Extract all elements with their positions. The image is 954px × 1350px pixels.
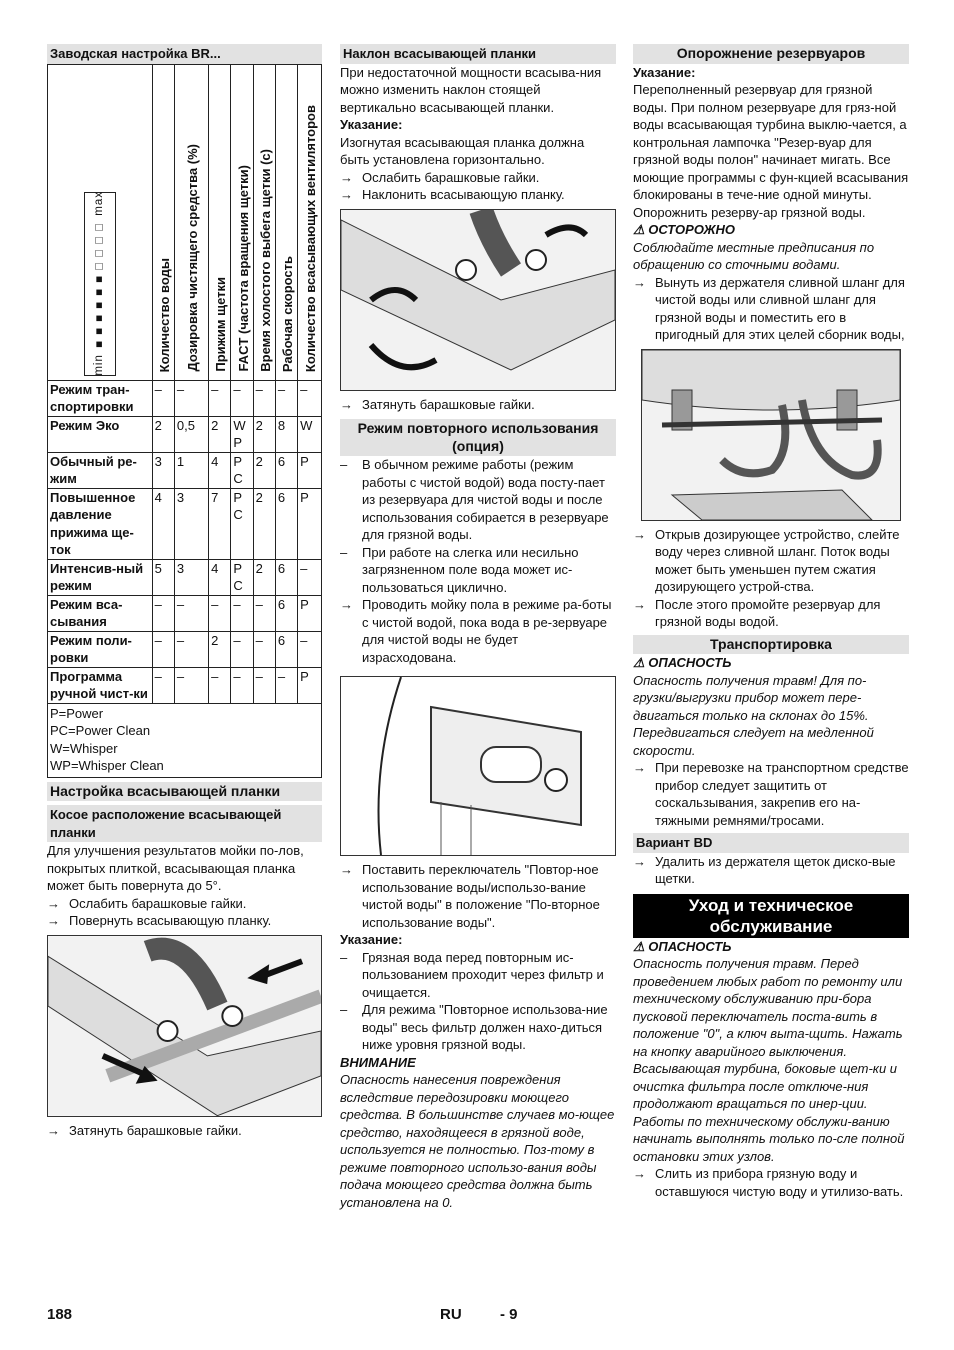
table-cell: P: [298, 595, 322, 631]
column-middle: [340, 44, 616, 1211]
column-left: [47, 44, 322, 1139]
settings-table: [47, 64, 322, 778]
arrow-icon: →: [340, 396, 353, 412]
table-cell: –: [209, 667, 231, 703]
table-cell: –: [275, 667, 297, 703]
warning-icon: ⚠: [633, 938, 645, 954]
paragraph-danger: Опасность получения травм! Для по-грузки/выгрузки прибор может пере-двигаться только на склонах до 15%. Передвигаться следует на медленной скорости.: [633, 672, 874, 758]
table-cell: 3: [152, 452, 174, 488]
dash-item: – Для режима "Повторное использова-ние воды" весь фильтр должен нахо-диться ниже уровня грязной воды.: [340, 1002, 608, 1052]
paragraph-note: Изогнутая всасывающая планка должна быть установлена горизонтально.: [340, 134, 585, 167]
table-cell: 2: [253, 416, 275, 452]
table-cell: 4: [209, 559, 231, 595]
col-header-fans: Количество всасывающих вентиляторов: [298, 64, 322, 380]
table-cell: –: [209, 595, 231, 631]
table-cell: –: [174, 631, 208, 667]
col-header-fact: FACT (частота вращения щетки): [231, 64, 253, 380]
action-item: → Проводить мойку пола в режиме ра-боты с чистой водой, пока вода в ре-зервуаре для чистой воды не будет израсходована.: [340, 597, 612, 665]
row-label: Режим вса-сывания: [48, 595, 153, 631]
table-cell: 6: [275, 631, 297, 667]
table-cell: 8: [275, 416, 297, 452]
row-label: Программа ручной чист-ки: [48, 667, 153, 703]
table-row: [48, 559, 322, 595]
action-item: → Слить из прибора грязную воду и оставшуюся чистую воду и утилизо-вать.: [633, 1166, 904, 1199]
table-cell: 2: [253, 559, 275, 595]
scale-filled-boxes: ■■■■■■: [93, 272, 106, 351]
heading-squeegee-setting: Настройка всасывающей планки: [47, 782, 322, 802]
table-cell: 6: [275, 595, 297, 631]
table-cell: 2: [253, 452, 275, 488]
arrow-icon: →: [633, 760, 646, 775]
dash-icon: –: [340, 949, 348, 965]
table-cell: 0,5: [174, 416, 208, 452]
legend-cell: [48, 703, 322, 777]
table-cell: –: [174, 595, 208, 631]
danger-label: ⚠ ОПАСНОСТЬ: [633, 938, 732, 954]
table-cell: –: [275, 380, 297, 416]
dash-icon: –: [340, 457, 348, 472]
row-label: Обычный ре-жим: [48, 452, 153, 488]
table-cell: –: [174, 380, 208, 416]
table-cell: 4: [209, 452, 231, 488]
caution-label: ⚠ ОСТОРОЖНО: [633, 222, 736, 237]
heading-oblique: Косое расположение всасывающей планки: [47, 805, 322, 842]
row-label: Повышенное давление прижима ще-ток: [48, 488, 153, 559]
drain-hose-illustration: [641, 349, 901, 521]
col-header-speed: Рабочая скорость: [275, 64, 297, 380]
col-header-detergent: Дозировка чистящего средства (%): [174, 64, 208, 380]
attention-label: ВНИМАНИЕ: [340, 1054, 416, 1070]
table-cell: –: [253, 380, 275, 416]
table-cell: –: [209, 380, 231, 416]
table-cell: P C: [231, 559, 253, 595]
paragraph-oblique: Для улучшения результатов мойки по-лов, покрытых плиткой, всасывающая планка может быть повернута до 5°.: [47, 843, 304, 893]
arrow-icon: →: [633, 853, 646, 869]
table-cell: –: [253, 631, 275, 667]
table-row: [48, 380, 322, 416]
table-cell: 2: [209, 416, 231, 452]
action-item: → Затянуть барашковые гайки.: [47, 1122, 242, 1138]
table-cell: 4: [152, 488, 174, 559]
scale-max-label: max: [93, 191, 106, 216]
paragraph-attention: Опасность нанесения повреждения вследствие передозировки моющего средства. В большинстве случаев мо-ющее средство, находящееся в грязной воде, используется не полностью. Поз-тому в режиме повторного использо-вания воды подача моющего средства должна быть установлена на 0.: [340, 1072, 615, 1210]
table-row: [48, 488, 322, 559]
table-cell: –: [152, 631, 174, 667]
table-cell: W: [298, 416, 322, 452]
section-page: - 9: [500, 1306, 518, 1323]
table-cell: 2: [253, 488, 275, 559]
table-row: [48, 667, 322, 703]
arrow-icon: →: [633, 274, 646, 290]
paragraph-tilt: При недостаточной мощности всасыва-ния можно изменить наклон стоящей вертикально всасывающей планки.: [340, 64, 602, 115]
table-cell: –: [152, 595, 174, 631]
arrow-icon: →: [47, 895, 60, 911]
reuse-switch-illustration: [340, 676, 616, 856]
note-label: Указание:: [340, 932, 403, 947]
table-cell: –: [253, 667, 275, 703]
danger-label: ⚠ ОПАСНОСТЬ: [633, 655, 732, 670]
action-item: → При перевозке на транспортном средстве прибор следует защитить от соскальзывания, закрепив его на-тяжными ремнями/тросами.: [633, 760, 909, 828]
heading-reuse-mode: Режим повторного использования (опция): [340, 419, 616, 456]
table-cell: 2: [152, 416, 174, 452]
row-label: Интенсив-ный режим: [48, 559, 153, 595]
table-cell: P: [298, 488, 322, 559]
row-label: Режим Эко: [48, 416, 153, 452]
arrow-icon: →: [633, 1166, 646, 1181]
col-header-runout: Время холостого выбега щетки (с): [253, 64, 275, 380]
paragraph-note: Переполненный резервуар для грязной воды. При полном резервуаре для гряз-ной воды всасывающая турбина выклю-чается, а контрольная лампочка "Резер-вуар для грязной воды полон" начинает мигать. Все моющие программы с фун-кцией всасывания блокированы в тече-ние одной минуты. Опорожнить резерву-ар грязной воды.: [633, 82, 909, 220]
action-item: → Повернуть всасывающую планку.: [47, 913, 272, 928]
table-cell: 3: [174, 559, 208, 595]
action-item: → Удалить из держателя щеток диско-вые щетки.: [633, 853, 896, 886]
arrow-icon: →: [633, 526, 646, 542]
arrow-icon: →: [340, 187, 353, 202]
action-item: → Открыв дозирующее устройство, слейте воду через сливной шланг. Поток воды может быть уменьшен путем сжатия дозирующего устрой-ства.: [633, 526, 900, 594]
paragraph-danger-maintenance: Опасность получения травм. Перед проведением любых работ по ремонту или техническому обслуживанию при-бора пусковой переключатель поста-вить в положение "0", а ключ выта-щить. Нажать на кнопку аварийного выключения.: [633, 956, 903, 1059]
table-cell: –: [231, 667, 253, 703]
column-right: [633, 44, 909, 1200]
intensity-scale-cell: [48, 64, 153, 380]
dash-item: – Грязная вода перед повторным ис-пользованием проходит через фильтр и очищается.: [340, 949, 604, 1000]
scale-empty-boxes: □□□□: [93, 220, 106, 273]
arrow-icon: →: [47, 913, 60, 928]
table-row: [48, 416, 322, 452]
table-cell: 6: [275, 559, 297, 595]
table-cell: W P: [231, 416, 253, 452]
heading-factory-settings: Заводская настройка BR...: [47, 44, 322, 64]
dash-icon: –: [340, 544, 348, 560]
row-label: Режим поли-ровки: [48, 631, 153, 667]
table-cell: 3: [174, 488, 208, 559]
table-cell: –: [152, 667, 174, 703]
table-cell: 7: [209, 488, 231, 559]
heading-emptying-tanks: Опорожнение резервуаров: [633, 44, 909, 64]
scale-min-label: min: [93, 354, 106, 376]
table-cell: P: [298, 667, 322, 703]
note-label: Указание:: [340, 117, 403, 132]
table-cell: –: [253, 595, 275, 631]
action-item: → Поставить переключатель "Повтор-ное использование воды/использо-вание чистой воды" в положение "По-вторное использование воды".: [340, 862, 600, 930]
table-cell: P C: [231, 452, 253, 488]
table-row: [48, 631, 322, 667]
table-cell: –: [298, 631, 322, 667]
action-item: → Ослабить барашковые гайки.: [47, 895, 247, 911]
table-cell: –: [231, 631, 253, 667]
action-item: → Наклонить всасывающую планку.: [340, 187, 565, 202]
warning-icon: ⚠: [633, 655, 645, 670]
table-cell: 6: [275, 488, 297, 559]
arrow-icon: →: [340, 169, 353, 185]
heading-care-maintenance: Уход и техническое обслуживание: [633, 894, 909, 938]
table-cell: P: [298, 452, 322, 488]
paragraph-caution: Соблюдайте местные предписания по обращению со сточными водами.: [633, 239, 875, 272]
table-cell: 5: [152, 559, 174, 595]
dash-item: – При работе на слегка или несильно загрязненном поле вода может ис-пользоваться циклично.: [340, 544, 579, 595]
row-label: Режим тран-спортировки: [48, 380, 153, 416]
table-cell: –: [174, 667, 208, 703]
arrow-icon: →: [340, 862, 353, 877]
legend-item: WP=Whisper Clean: [50, 758, 164, 773]
table-cell: –: [231, 595, 253, 631]
heading-transport: Транспортировка: [633, 635, 909, 655]
page-number: 188: [47, 1306, 73, 1323]
table-cell: 1: [174, 452, 208, 488]
arrow-icon: →: [47, 1122, 60, 1138]
action-item: → Ослабить барашковые гайки.: [340, 169, 540, 185]
table-cell: 6: [275, 452, 297, 488]
table-cell: –: [152, 380, 174, 416]
squeegee-rotate-illustration: [47, 935, 322, 1117]
legend-item: P=Power: [50, 705, 104, 721]
intensity-scale: [84, 192, 116, 376]
language-code: RU: [440, 1306, 462, 1323]
action-item: → Вынуть из держателя сливной шланг для чистой воды или сливной шланг для грязной воды и поместить его в пригодный для этих целей сборник воды,: [633, 274, 905, 342]
heading-tilt: Наклон всасывающей планки: [340, 44, 616, 64]
warning-icon: ⚠: [633, 222, 645, 237]
note-label: Указание:: [633, 64, 696, 80]
heading-variant-bd: Вариант BD: [633, 833, 909, 853]
table-cell: P C: [231, 488, 253, 559]
squeegee-tilt-illustration: [340, 209, 616, 391]
arrow-icon: →: [633, 596, 646, 612]
table-cell: –: [231, 380, 253, 416]
table-row: [48, 452, 322, 488]
col-header-water: Количество воды: [152, 64, 174, 380]
dash-icon: –: [340, 1002, 348, 1017]
action-item: → Затянуть барашковые гайки.: [340, 396, 535, 412]
action-item: → После этого промойте резервуар для грязной воды водой.: [633, 596, 881, 629]
paragraph-inertia: Всасывающая турбина, боковые щет-ки и очистка фильтра после отключе-ния продолжают вращаться по инер-ции. Работы по техническому обслужи-ванию начинать выполнять только по-сле полной остановки этих узлов.: [633, 1061, 905, 1164]
table-row: [48, 595, 322, 631]
table-cell: –: [298, 380, 322, 416]
col-header-pressure: Прижим щетки: [209, 64, 231, 380]
dash-item: – В обычном режиме работы (режим работы с чистой водой) вода посту-пает из резервуара для чистой воды и после использования собирается в резервуаре для грязной воды.: [340, 457, 609, 542]
arrow-icon: →: [340, 597, 353, 612]
legend-item: PC=Power Clean: [50, 723, 151, 738]
table-cell: –: [298, 559, 322, 595]
table-cell: 2: [209, 631, 231, 667]
legend-item: W=Whisper: [50, 740, 118, 756]
